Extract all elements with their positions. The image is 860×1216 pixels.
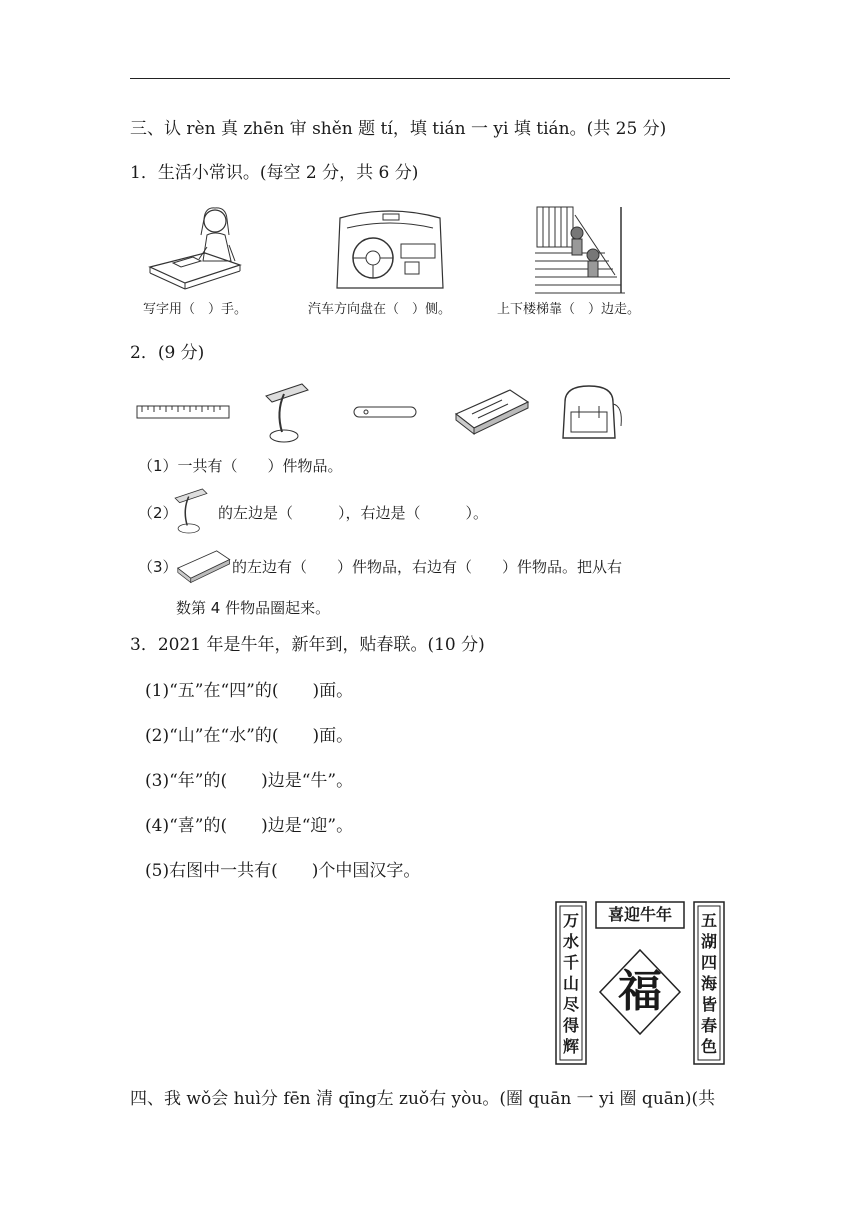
pencil-sharpener-image xyxy=(352,404,418,420)
couplet-char: 千 xyxy=(562,953,579,972)
q3-item-4: (4)“喜”的( )边是“迎”。 xyxy=(145,816,354,836)
section4-title: 四、我 wǒ会 huì分 fēn 清 qīng左 zuǒ右 yòu。(圈 quān 一 yi 圈 quān)(共 xyxy=(130,1089,716,1109)
couplet-char: 春 xyxy=(700,1016,717,1035)
desk-lamp-small-image xyxy=(172,487,210,535)
backpack-image xyxy=(555,382,625,444)
desk-lamp-image xyxy=(262,382,312,444)
q2-label-3: （3） xyxy=(138,558,178,576)
q2-item-3: 的左边有（ ）件物品，右边有（ ）件物品。把从右 xyxy=(232,558,623,576)
couplet-char: 尽 xyxy=(562,995,579,1014)
steering-wheel-image xyxy=(335,208,445,294)
couplet-char: 万 xyxy=(562,911,579,930)
couplet-char: 湖 xyxy=(700,932,717,951)
couplet-char: 皆 xyxy=(700,995,717,1014)
stairs-image xyxy=(535,205,627,295)
q3-item-1: (1)“五”在“四”的( )面。 xyxy=(145,681,354,701)
q3-item-2: (2)“山”在“水”的( )面。 xyxy=(145,726,354,746)
section3-title: 三、认 rèn 真 zhēn 审 shěn 题 tí，填 tián 一 yi 填 tián。(共 25 分) xyxy=(130,119,667,139)
couplet-char: 四 xyxy=(700,953,717,972)
couplet-char: 山 xyxy=(562,974,579,993)
q2-item-2: 的左边是（ ），右边是（ ）。 xyxy=(218,504,489,522)
fu-character: 福 xyxy=(618,966,662,1017)
q2-title: 2．(9 分) xyxy=(130,343,205,363)
q2-label-2: （2） xyxy=(138,504,178,522)
q2-item-1: （1）一共有（ ）件物品。 xyxy=(138,457,343,475)
pencil-case-image xyxy=(452,386,530,436)
couplet-top-scroll: 喜迎牛年 xyxy=(607,905,672,924)
girl-writing-image xyxy=(145,205,245,297)
spring-couplet-image xyxy=(554,900,726,1066)
q1-caption-1: 写字用（ ）手。 xyxy=(143,302,248,317)
q1-title: 1．生活小常识。(每空 2 分，共 6 分) xyxy=(130,163,419,183)
couplet-char: 得 xyxy=(562,1016,579,1035)
ruler-image xyxy=(136,402,231,422)
header-rule xyxy=(130,78,730,79)
couplet-char: 色 xyxy=(700,1037,717,1056)
couplet-char: 水 xyxy=(562,932,579,951)
q3-item-3: (3)“年”的( )边是“牛”。 xyxy=(145,771,354,791)
q1-caption-2: 汽车方向盘在（ ）侧。 xyxy=(308,302,452,317)
q1-caption-3: 上下楼梯靠（ ）边走。 xyxy=(497,302,641,317)
couplet-right-scroll xyxy=(698,910,720,1057)
couplet-char: 五 xyxy=(700,911,717,930)
q2-item-4: 数第 4 件物品圈起来。 xyxy=(176,599,331,617)
pencil-case-small-image xyxy=(174,548,232,584)
couplet-left-scroll xyxy=(560,910,582,1057)
couplet-char: 辉 xyxy=(562,1037,579,1056)
q3-item-5: (5)右图中一共有( )个中国汉字。 xyxy=(145,861,421,881)
couplet-char: 海 xyxy=(700,974,717,993)
q3-title: 3．2021 年是牛年，新年到，贴春联。(10 分) xyxy=(130,635,485,655)
